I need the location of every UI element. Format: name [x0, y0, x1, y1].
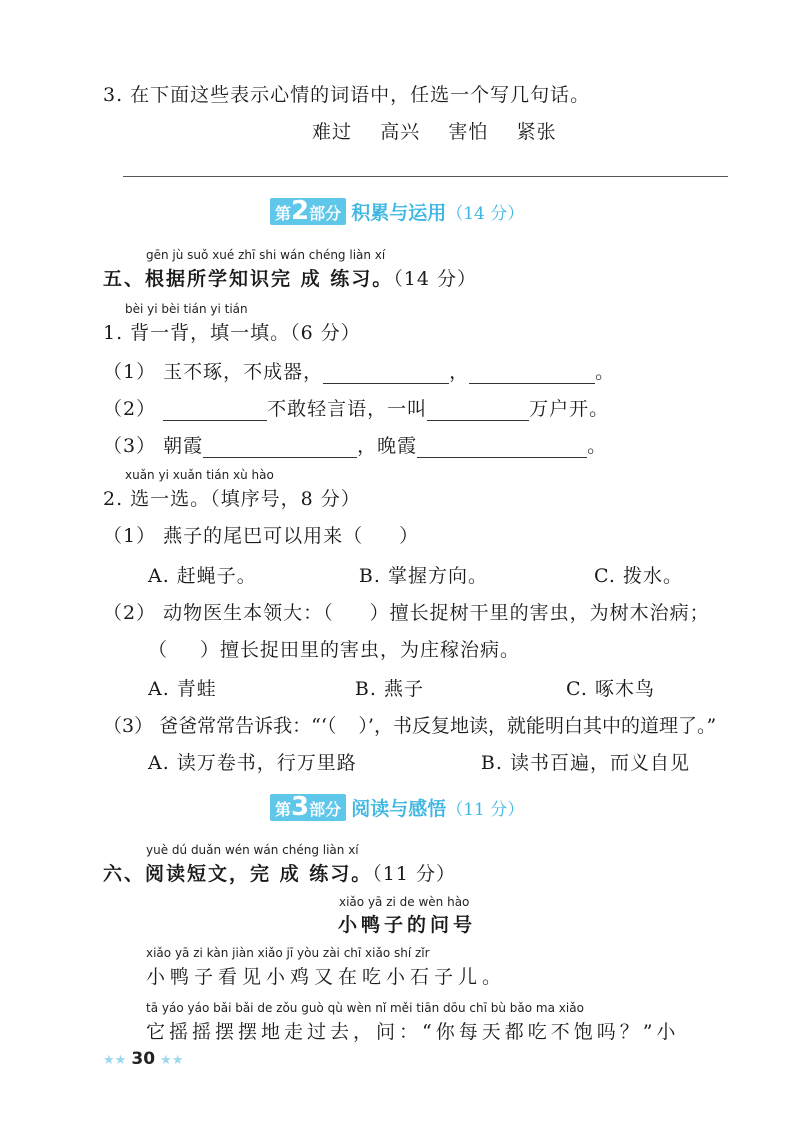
q2-sub-1-options — [148, 561, 683, 588]
story-title-pinyin: xiǎo yā zi de wèn hào — [339, 895, 470, 909]
blank-2[interactable] — [469, 365, 595, 384]
blank-1[interactable] — [323, 365, 449, 384]
star-icon: ★ — [114, 1053, 127, 1068]
story-line-1: 小鸭子看见小鸡又在吃小石子儿。 — [146, 966, 507, 988]
story-line-2-pinyin: tā yáo yáo bǎi bǎi de zǒu guò qù wèn nǐ měi tiān dōu chī bù bǎo ma xiǎo — [146, 1001, 584, 1015]
section-5-pinyin: gēn jù suǒ xué zhī shi wán chéng liàn xí — [146, 248, 386, 262]
blank-4[interactable] — [427, 402, 529, 421]
word-4: 紧张 — [516, 121, 557, 143]
q2-sub-2-options — [148, 674, 655, 701]
option-c: C. 拨水。 — [594, 565, 683, 587]
blank-3[interactable] — [163, 402, 267, 421]
section-6-pinyin: yuè dú duǎn wén wán chéng liàn xí — [146, 843, 359, 857]
word-3: 害怕 — [448, 121, 489, 143]
word-2: 高兴 — [380, 121, 421, 143]
option-b: B. 掌握方向。 — [358, 565, 488, 587]
part-2-badge: 第2部分 — [270, 198, 346, 225]
option-b: B. 燕子 — [354, 678, 424, 700]
word-1: 难过 — [312, 121, 353, 143]
mood-words — [312, 117, 557, 144]
part-2-points: （14 分） — [446, 204, 525, 224]
question-2-pinyin: xuǎn yi xuǎn tián xù hào — [125, 468, 274, 482]
star-icon: ★ — [171, 1053, 184, 1068]
option-a: A. 赶蝇子。 — [148, 565, 257, 587]
q2-sub-3-options — [148, 748, 690, 775]
part-3-header — [270, 794, 524, 821]
question-1-heading: 1. 背一背，填一填。（6 分） — [103, 322, 361, 344]
q2-sub-2-line-1: （2） 动物医生本领大：（ ）擅长捉树干里的害虫，为树木治病； — [103, 602, 710, 624]
part-3-title: 阅读与感悟 — [351, 798, 447, 820]
page-footer — [103, 1049, 183, 1069]
story-line-2: 它摇摇摆摆地走过去，问：“你每天都吃不饱吗？”小 — [146, 1021, 680, 1043]
story-title: 小鸭子的问号 — [338, 914, 477, 936]
blank-5[interactable] — [203, 439, 357, 458]
option-c: C. 啄木鸟 — [566, 678, 655, 700]
option-b: B. 读书百遍，而义自见 — [480, 752, 690, 774]
part-2-title: 积累与运用 — [351, 202, 447, 224]
star-icon: ★ — [160, 1053, 172, 1068]
blank-6[interactable] — [417, 439, 587, 458]
question-3-prompt: 3. 在下面这些表示心情的词语中，任选一个写几句话。 — [103, 84, 591, 106]
part-3-badge: 第3部分 — [270, 794, 346, 821]
q2-sub-1: （1） 燕子的尾巴可以用来（ ） — [103, 525, 420, 547]
question-1-pinyin: bèi yi bèi tián yi tián — [125, 302, 248, 316]
option-a: A. 青蛙 — [148, 678, 217, 700]
part-2-header — [270, 198, 524, 225]
option-a: A. 读万卷书，行万里路 — [148, 752, 357, 774]
section-5-heading: 五、根据所学知识完 成 练习。（14 分） — [103, 268, 477, 290]
q1-item-3: （3） 朝霞 ，晚霞 。 — [103, 435, 608, 457]
divider — [123, 176, 728, 177]
q2-sub-2-line-2: （ ）擅长捉田里的害虫，为庄稼治病。 — [148, 639, 521, 661]
q2-sub-3: （3） 爸爸常常告诉我：“‘（ ）’，书反复地读，就能明白其中的道理了。” — [103, 715, 717, 737]
section-6-heading: 六、阅读短文，完 成 练习。（11 分） — [103, 863, 456, 885]
q1-item-1: （1） 玉不琢，不成器， ， 。 — [103, 361, 616, 383]
star-icon: ★ — [103, 1053, 115, 1068]
part-3-points: （11 分） — [446, 800, 525, 820]
question-2-heading: 2. 选一选。（填序号，8 分） — [103, 488, 361, 510]
page-number: 30 — [131, 1049, 156, 1069]
story-line-1-pinyin: xiǎo yā zi kàn jiàn xiǎo jī yòu zài chī xiǎo shí zǐr — [146, 946, 430, 960]
q1-item-2: （2） 不敢轻言语，一叫 万户开。 — [103, 398, 610, 420]
